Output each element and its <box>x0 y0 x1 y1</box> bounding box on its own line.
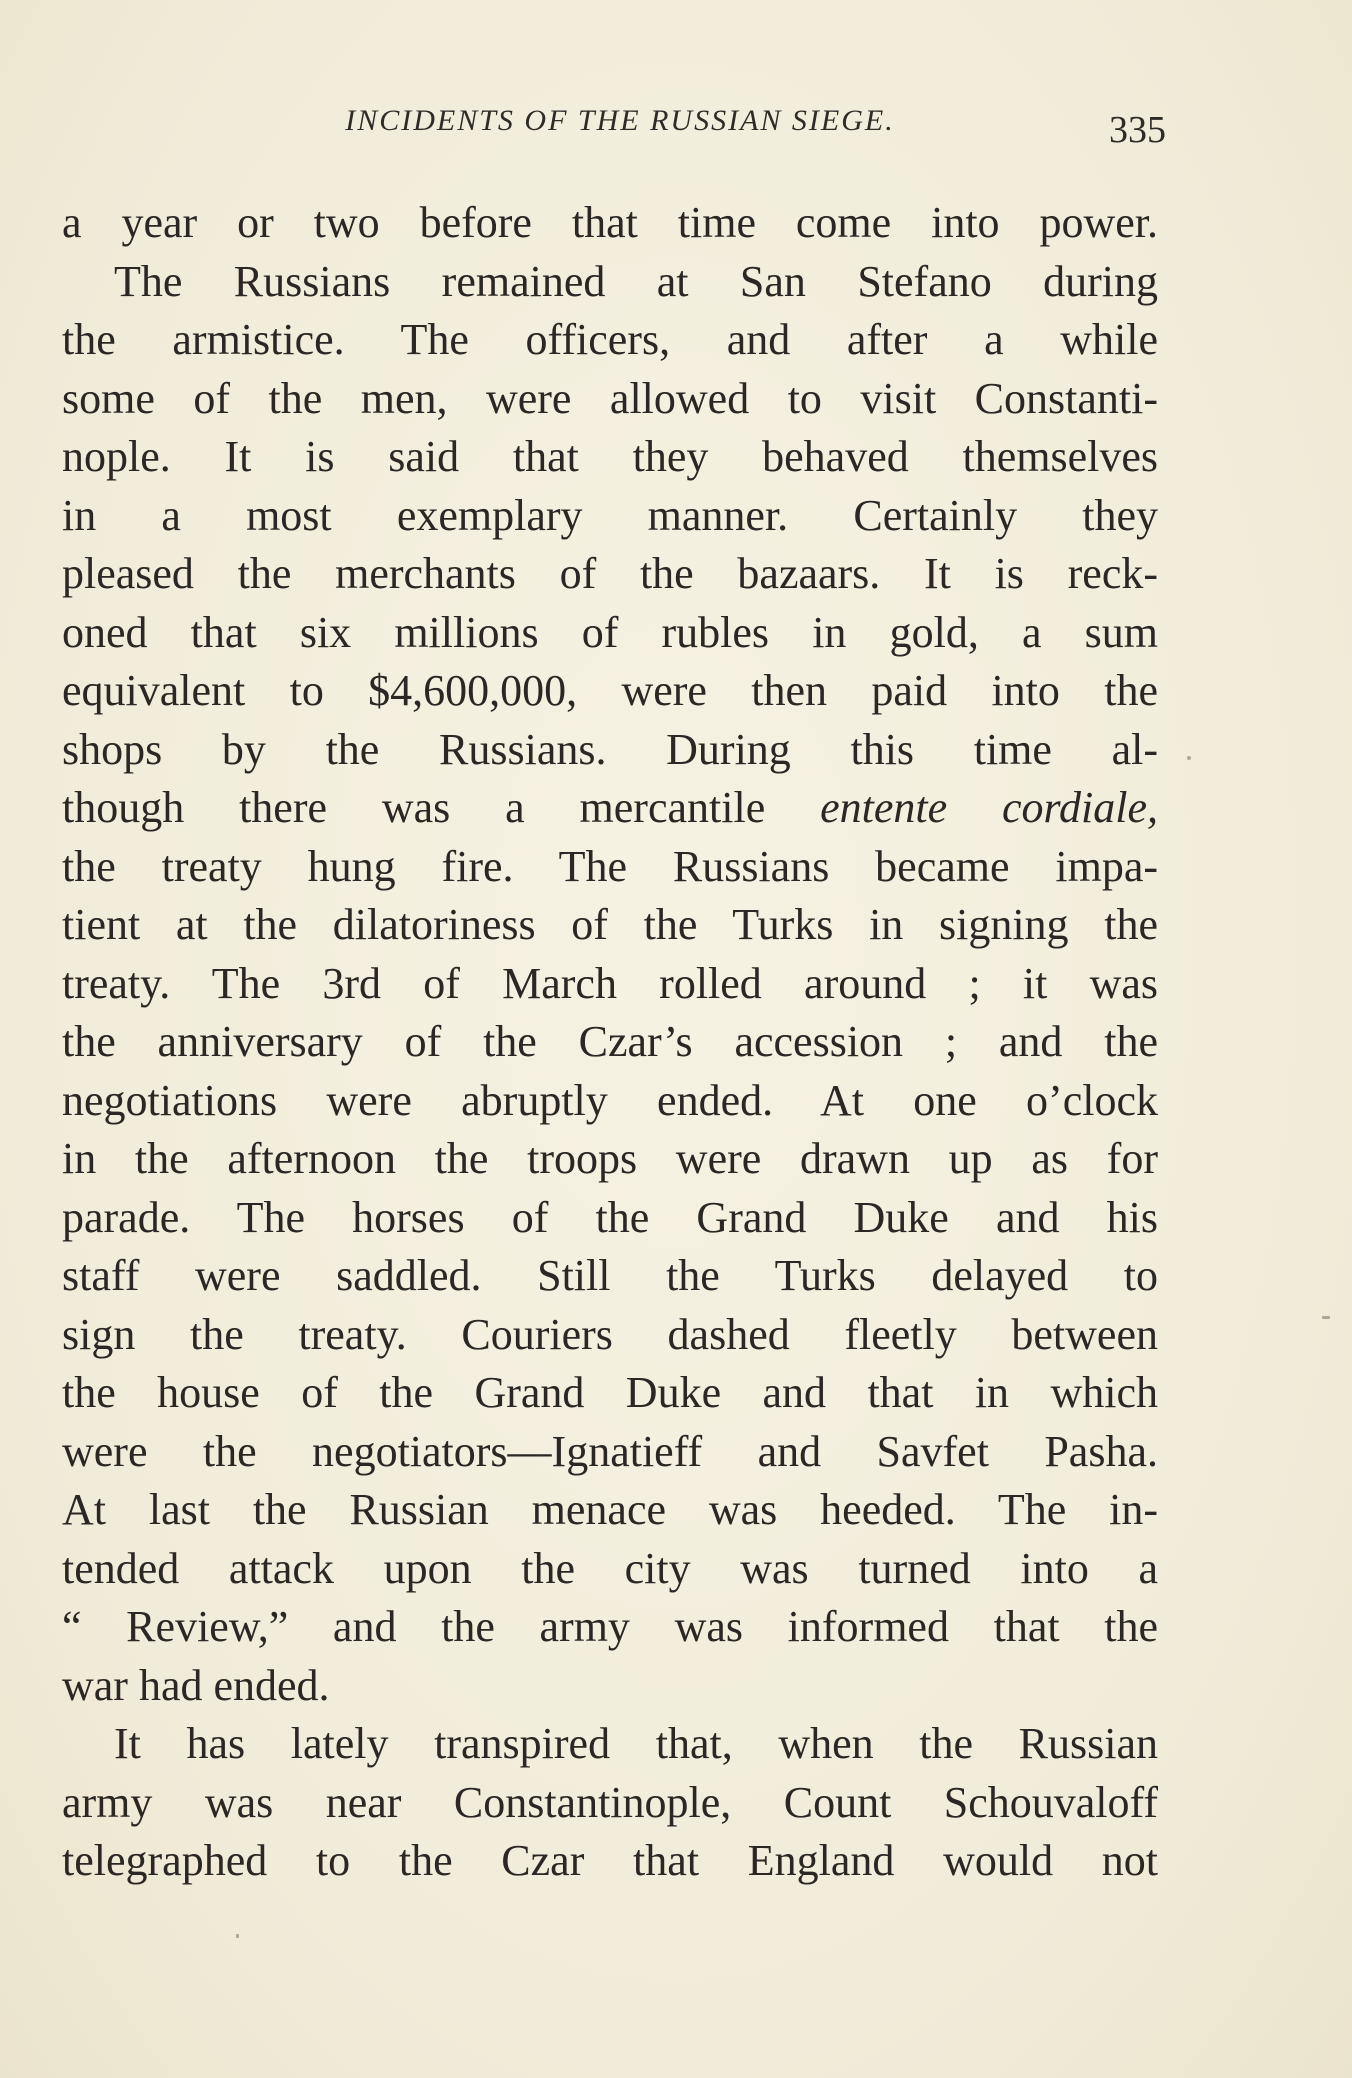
text-line <box>62 1306 1158 1365</box>
page-number: 335 <box>1109 109 1166 151</box>
text-line <box>62 1832 1158 1891</box>
text-line-content: staff were saddled. Still the Turks delayed to <box>62 1251 1158 1300</box>
text-line-content: The Russians remained at San Stefano during <box>114 256 1158 306</box>
text-line-content: tended attack upon the city was turned into a <box>62 1543 1158 1593</box>
text-line-content: equivalent to $4,600,000, were then paid into the <box>62 666 1158 715</box>
text-line-content: in the afternoon the troops were drawn up as for <box>62 1134 1158 1183</box>
text-line <box>62 1657 1158 1716</box>
text-line-content: a year or two before that time come into power. <box>62 198 1158 247</box>
text-line-content: At last the Russian menace was heeded. The in- <box>62 1485 1158 1534</box>
margin-speck <box>1187 756 1191 760</box>
text-line <box>62 604 1158 663</box>
text-line <box>62 1540 1158 1599</box>
text-line-content: the house of the Grand Duke and that in which <box>62 1368 1158 1417</box>
text-line-content: were the negotiators—Ignatieff and Savfet Pasha. <box>62 1426 1158 1476</box>
running-head: INCIDENTS OF THE RUSSIAN SIEGE. <box>345 104 895 137</box>
text-line-content: war had ended. <box>62 1660 330 1710</box>
text-line <box>62 896 1158 955</box>
text-line-content: sign the treaty. Couriers dashed fleetly between <box>62 1309 1158 1359</box>
text-line-content: though there was a mercantile <box>62 783 821 832</box>
body-text <box>62 194 1158 1891</box>
margin-speck <box>236 1934 239 1938</box>
text-line <box>62 487 1158 546</box>
text-line <box>62 428 1158 487</box>
text-line <box>62 311 1158 370</box>
text-line <box>62 194 1158 253</box>
text-line <box>62 779 1158 838</box>
text-line-content: It has lately transpired that, when the Russian <box>114 1719 1158 1768</box>
text-line <box>62 1423 1158 1482</box>
text-line-content: shops by the Russians. During this time al- <box>62 724 1158 774</box>
text-line <box>62 955 1158 1014</box>
text-line <box>62 1364 1158 1423</box>
text-line <box>62 1481 1158 1540</box>
text-line <box>62 545 1158 604</box>
text-line-content: negotiations were abruptly ended. At one o’clock <box>62 1075 1158 1125</box>
text-line-content: the anniversary of the Czar’s accession ; and the <box>62 1017 1158 1066</box>
text-line <box>62 838 1158 897</box>
text-line <box>62 1130 1158 1189</box>
text-line-content: army was near Constantinople, Count Schouvaloff <box>62 1777 1158 1827</box>
text-line <box>62 721 1158 780</box>
text-line <box>62 253 1158 312</box>
margin-speck <box>1322 1316 1330 1319</box>
text-line-content: nople. It is said that they behaved themselves <box>62 432 1158 481</box>
text-line <box>62 1247 1158 1306</box>
text-line <box>62 370 1158 429</box>
text-line-content: “ Review,” and the army was informed that the <box>62 1602 1158 1651</box>
text-line-content: telegraphed to the Czar that England would not <box>62 1836 1158 1885</box>
text-line-content: tient at the dilatoriness of the Turks in signing the <box>62 900 1158 949</box>
text-line-content: the treaty hung fire. The Russians became impa- <box>62 841 1158 891</box>
text-line <box>62 1072 1158 1131</box>
text-line-content: oned that six millions of rubles in gold, a sum <box>62 607 1158 657</box>
text-line <box>62 1774 1158 1833</box>
text-line-content: in a most exemplary manner. Certainly they <box>62 490 1158 540</box>
text-line <box>62 662 1158 721</box>
text-line <box>62 1715 1158 1774</box>
italic-phrase: entente cordiale, <box>820 783 1158 832</box>
text-line-content: pleased the merchants of the bazaars. It is reck- <box>62 549 1158 598</box>
text-line-content: some of the men, were allowed to visit Constanti- <box>62 373 1158 423</box>
text-line-content: treaty. The 3rd of March rolled around ; it was <box>62 958 1158 1008</box>
text-line-content: parade. The horses of the Grand Duke and his <box>62 1192 1158 1242</box>
text-line <box>62 1013 1158 1072</box>
text-line <box>62 1189 1158 1248</box>
text-line <box>62 1598 1158 1657</box>
text-line-content: the armistice. The officers, and after a while <box>62 315 1158 364</box>
